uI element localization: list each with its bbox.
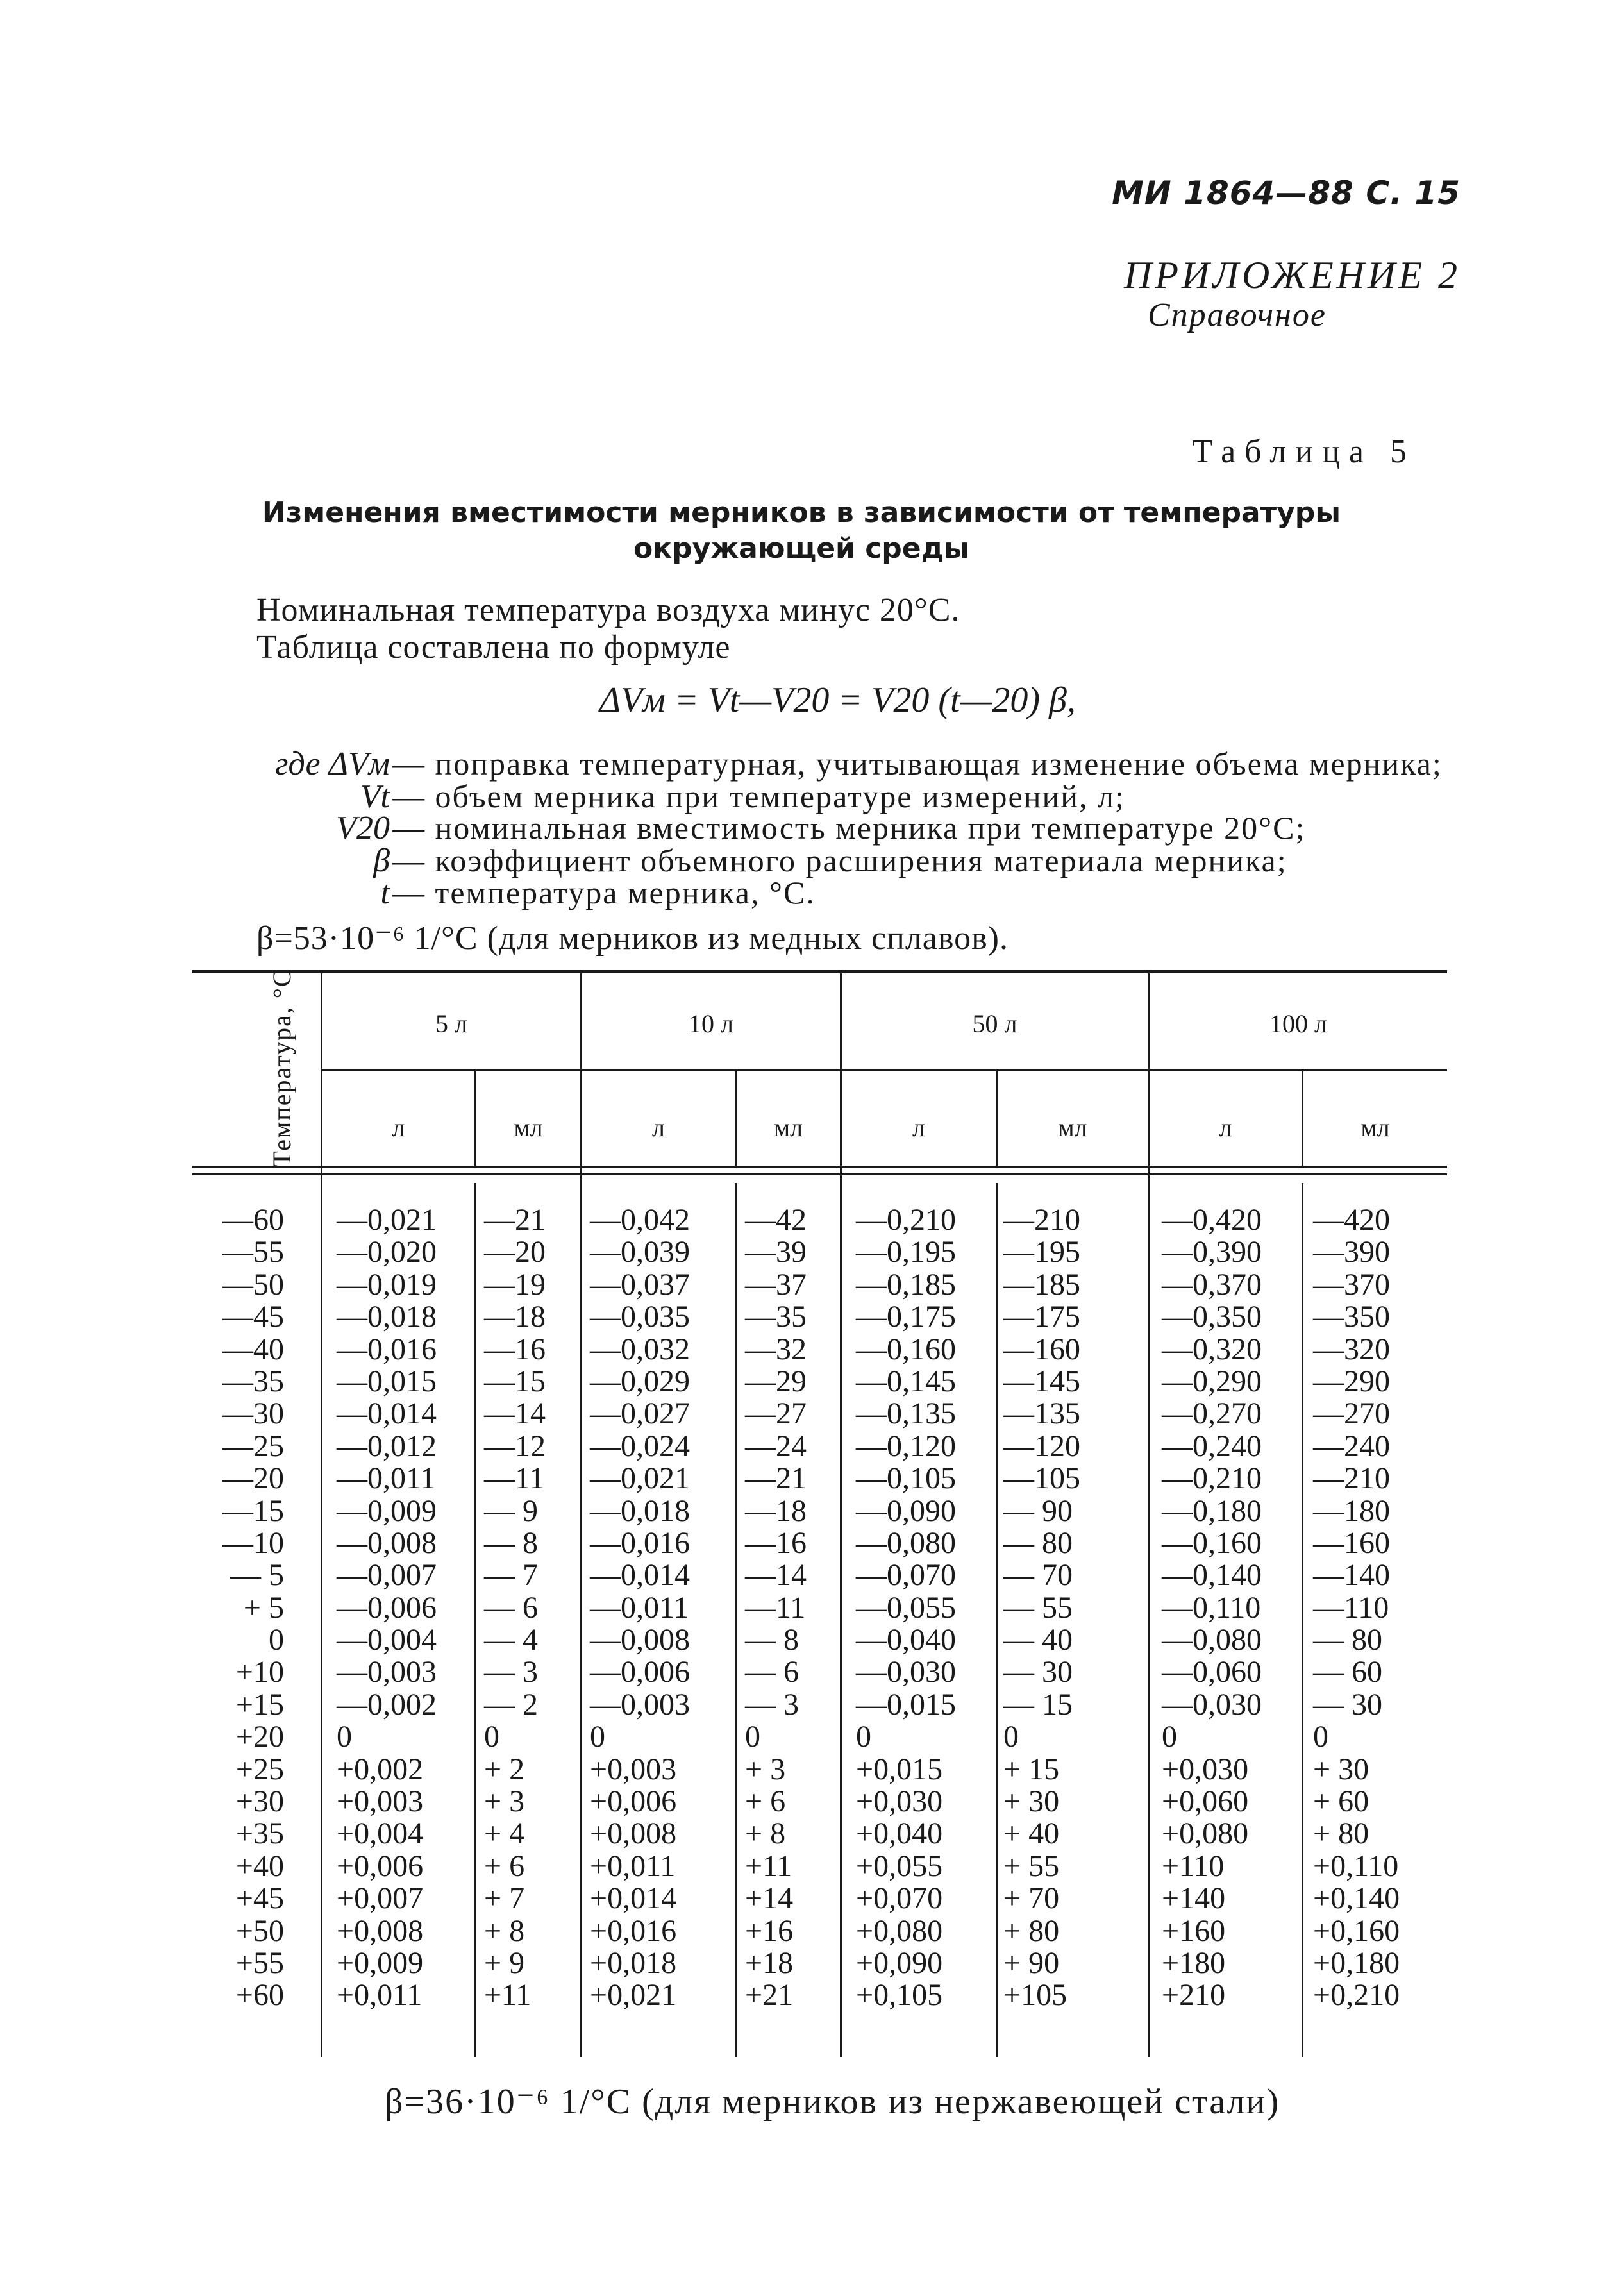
value-cell: — 60 xyxy=(1313,1655,1382,1690)
value-cell: 0 xyxy=(1313,1720,1328,1754)
table-top-rule xyxy=(192,970,1447,973)
value-cell: — 80 xyxy=(1003,1525,1073,1560)
value-cell: —0,270 xyxy=(1162,1397,1262,1431)
temperature-cell: —35 xyxy=(222,1364,284,1398)
value-cell: — 70 xyxy=(1003,1558,1073,1593)
value-cell: — 4 xyxy=(484,1623,538,1657)
value-cell: —0,240 xyxy=(1162,1429,1262,1463)
value-cell: +21 xyxy=(745,1978,794,2013)
value-cell: +0,011 xyxy=(337,1978,423,2013)
value-cell: —0,008 xyxy=(337,1525,437,1560)
value-cell: —15 xyxy=(484,1364,546,1398)
value-cell: —390 xyxy=(1313,1235,1390,1270)
value-cell: + 30 xyxy=(1003,1784,1060,1819)
value-cell: —0,370 xyxy=(1162,1267,1262,1302)
value-cell: —0,070 xyxy=(856,1558,956,1593)
value-cell: +0,003 xyxy=(337,1784,424,1819)
value-cell: + 9 xyxy=(484,1945,525,1980)
value-cell: —0,012 xyxy=(337,1429,437,1463)
value-cell: —0,060 xyxy=(1162,1655,1262,1690)
table-row xyxy=(0,1592,1624,1624)
value-cell: —110 xyxy=(1313,1590,1389,1625)
value-cell: +110 xyxy=(1162,1849,1225,1883)
table-number: Таблица 5 xyxy=(1192,433,1416,470)
appendix-type: Справочное xyxy=(1148,297,1327,333)
value-cell: —290 xyxy=(1313,1364,1390,1398)
value-cell: —0,016 xyxy=(337,1332,437,1366)
value-cell: +0,110 xyxy=(1313,1849,1399,1883)
value-cell: —0,160 xyxy=(1162,1525,1262,1560)
unit-header: л xyxy=(1219,1113,1232,1142)
value-cell: 0 xyxy=(1162,1720,1177,1754)
table-row xyxy=(0,1366,1624,1398)
where-symbol: где ΔVм xyxy=(275,746,390,782)
value-cell: —0,003 xyxy=(590,1687,690,1722)
value-cell: — 30 xyxy=(1313,1687,1382,1722)
value-cell: —0,006 xyxy=(337,1590,437,1625)
table-row xyxy=(0,1236,1624,1268)
value-cell: —0,011 xyxy=(337,1461,436,1496)
value-cell: —16 xyxy=(745,1525,807,1560)
where-definition: — объем мерника при температуре измерений, л; xyxy=(392,778,1125,814)
value-cell: +0,015 xyxy=(856,1752,943,1786)
value-cell: — 90 xyxy=(1003,1493,1073,1528)
value-cell: — 6 xyxy=(484,1590,538,1625)
value-cell: +0,009 xyxy=(337,1945,424,1980)
temperature-cell: +15 xyxy=(235,1687,284,1722)
value-cell: —29 xyxy=(745,1364,807,1398)
volume-header-100l: 100 л xyxy=(1269,1009,1327,1038)
beta-steel-note: β=36·10⁻⁶ 1/°С (для мерников из нержавеющей стали) xyxy=(385,2082,1280,2122)
table-row xyxy=(0,1495,1624,1527)
value-cell: —0,105 xyxy=(856,1461,956,1496)
value-cell: +0,040 xyxy=(856,1816,943,1851)
value-cell: —0,018 xyxy=(590,1493,690,1528)
value-cell: —32 xyxy=(745,1332,807,1366)
value-cell: —135 xyxy=(1003,1397,1080,1431)
value-cell: +0,180 xyxy=(1313,1945,1400,1980)
value-cell: —18 xyxy=(745,1493,807,1528)
value-cell: +0,030 xyxy=(856,1784,943,1819)
value-cell: —37 xyxy=(745,1267,807,1302)
value-cell: —20 xyxy=(484,1235,546,1270)
value-cell: —240 xyxy=(1313,1429,1390,1463)
value-cell: + 55 xyxy=(1003,1849,1060,1883)
value-cell: — 2 xyxy=(484,1687,538,1722)
value-cell: —0,032 xyxy=(590,1332,690,1366)
table-row xyxy=(0,1301,1624,1333)
value-cell: —105 xyxy=(1003,1461,1080,1496)
value-cell: —0,016 xyxy=(590,1525,690,1560)
where-symbol: V20 xyxy=(336,810,390,846)
value-cell: —0,002 xyxy=(337,1687,437,1722)
value-cell: + 6 xyxy=(484,1849,525,1883)
value-cell: +0,014 xyxy=(590,1881,677,1916)
page-header-code: МИ 1864—88 С. 15 xyxy=(1112,174,1461,212)
value-cell: —0,004 xyxy=(337,1623,437,1657)
value-cell: —0,350 xyxy=(1162,1300,1262,1334)
value-cell: + 4 xyxy=(484,1816,525,1851)
value-cell: —0,210 xyxy=(1162,1461,1262,1496)
value-cell: + 3 xyxy=(745,1752,786,1786)
value-cell: — 30 xyxy=(1003,1655,1073,1690)
value-cell: —0,090 xyxy=(856,1493,956,1528)
value-cell: —210 xyxy=(1313,1461,1390,1496)
unit-header: л xyxy=(392,1113,405,1142)
value-cell: +0,030 xyxy=(1162,1752,1249,1786)
value-cell: + 2 xyxy=(484,1752,525,1786)
value-cell: 0 xyxy=(745,1720,760,1754)
value-cell: + 70 xyxy=(1003,1881,1060,1916)
temperature-cell: + 5 xyxy=(243,1590,284,1625)
value-cell: —0,110 xyxy=(1162,1590,1261,1625)
volume-header-50l: 50 л xyxy=(972,1009,1017,1038)
table-row xyxy=(0,1947,1624,1979)
value-cell: +0,002 xyxy=(337,1752,424,1786)
value-cell: + 40 xyxy=(1003,1816,1060,1851)
value-cell: +11 xyxy=(484,1978,532,2013)
header-rule-double xyxy=(192,1173,1447,1175)
value-cell: —0,011 xyxy=(590,1590,689,1625)
table-row xyxy=(0,1818,1624,1850)
value-cell: —0,027 xyxy=(590,1397,690,1431)
value-cell: +0,080 xyxy=(856,1913,943,1948)
temperature-cell: —40 xyxy=(222,1332,284,1366)
temperature-cell: —60 xyxy=(222,1203,284,1237)
value-cell: +0,160 xyxy=(1313,1913,1400,1948)
value-cell: —0,290 xyxy=(1162,1364,1262,1398)
where-symbol: t xyxy=(380,875,390,911)
value-cell: —0,037 xyxy=(590,1267,690,1302)
value-cell: —270 xyxy=(1313,1397,1390,1431)
temperature-cell: +55 xyxy=(235,1945,284,1980)
temperature-cell: +50 xyxy=(235,1913,284,1948)
value-cell: —145 xyxy=(1003,1364,1080,1398)
temperature-cell: —15 xyxy=(222,1493,284,1528)
value-cell: —0,015 xyxy=(337,1364,437,1398)
table-row xyxy=(0,1398,1624,1430)
value-cell: —0,008 xyxy=(590,1623,690,1657)
value-cell: —0,015 xyxy=(856,1687,956,1722)
table-row xyxy=(0,1463,1624,1495)
value-cell: —420 xyxy=(1313,1203,1390,1237)
where-symbol: β xyxy=(373,843,390,879)
value-cell: +160 xyxy=(1162,1913,1226,1948)
value-cell: —0,040 xyxy=(856,1623,956,1657)
value-cell: —0,014 xyxy=(590,1558,690,1593)
value-cell: + 90 xyxy=(1003,1945,1060,1980)
value-cell: — 3 xyxy=(745,1687,799,1722)
value-cell: —27 xyxy=(745,1397,807,1431)
where-symbol: Vt xyxy=(360,778,390,815)
where-definition: — температура мерника, °С. xyxy=(392,875,816,910)
nominal-temperature-text: Номинальная температура воздуха минус 20°С. xyxy=(256,592,960,628)
value-cell: +0,021 xyxy=(590,1978,677,2013)
value-cell: — 8 xyxy=(484,1525,538,1560)
temperature-cell: —45 xyxy=(222,1300,284,1334)
value-cell: +0,090 xyxy=(856,1945,943,1980)
value-cell: —21 xyxy=(484,1203,546,1237)
value-cell: +210 xyxy=(1162,1978,1226,2013)
value-cell: +18 xyxy=(745,1945,794,1980)
value-cell: —24 xyxy=(745,1429,807,1463)
value-cell: +0,004 xyxy=(337,1816,424,1851)
value-cell: —0,420 xyxy=(1162,1203,1262,1237)
temperature-cell: —25 xyxy=(222,1429,284,1463)
value-cell: —0,180 xyxy=(1162,1493,1262,1528)
value-cell: —0,175 xyxy=(856,1300,956,1334)
value-cell: +0,055 xyxy=(856,1849,943,1883)
value-cell: —0,019 xyxy=(337,1267,437,1302)
value-cell: +16 xyxy=(745,1913,794,1948)
value-cell: —370 xyxy=(1313,1267,1390,1302)
temperature-cell: —20 xyxy=(222,1461,284,1496)
value-cell: —320 xyxy=(1313,1332,1390,1366)
value-cell: +0,060 xyxy=(1162,1784,1249,1819)
value-cell: +11 xyxy=(745,1849,792,1883)
value-cell: +0,210 xyxy=(1313,1978,1400,2013)
value-cell: —180 xyxy=(1313,1493,1390,1528)
value-cell: —0,080 xyxy=(856,1525,956,1560)
value-cell: —0,030 xyxy=(1162,1687,1262,1722)
value-cell: —0,007 xyxy=(337,1558,437,1593)
table-row xyxy=(0,1269,1624,1301)
temperature-cell: —10 xyxy=(222,1525,284,1560)
beta-copper-note: β=53·10⁻⁶ 1/°С (для мерников из медных сплавов). xyxy=(256,920,1009,957)
value-cell: —175 xyxy=(1003,1300,1080,1334)
value-cell: —0,029 xyxy=(590,1364,690,1398)
value-cell: +0,105 xyxy=(856,1978,943,2013)
value-cell: — 3 xyxy=(484,1655,538,1690)
value-cell: —350 xyxy=(1313,1300,1390,1334)
temperature-cell: —50 xyxy=(222,1267,284,1302)
value-cell: + 7 xyxy=(484,1881,525,1916)
temperature-header-text: Температура, °С xyxy=(267,968,296,1167)
value-cell: 0 xyxy=(590,1720,605,1754)
table-row xyxy=(0,1559,1624,1591)
appendix-title: ПРИЛОЖЕНИЕ 2 xyxy=(1124,254,1461,296)
unit-header: л xyxy=(652,1113,665,1142)
volume-header-rule xyxy=(322,1069,1447,1071)
value-cell: —16 xyxy=(484,1332,546,1366)
value-cell: —39 xyxy=(745,1235,807,1270)
value-cell: — 6 xyxy=(745,1655,799,1690)
value-cell: —0,021 xyxy=(337,1203,437,1237)
temperature-cell: —30 xyxy=(222,1397,284,1431)
value-cell: —0,042 xyxy=(590,1203,690,1237)
value-cell: — 8 xyxy=(745,1623,799,1657)
unit-header: мл xyxy=(1360,1113,1390,1142)
value-cell: — 7 xyxy=(484,1558,538,1593)
table-row xyxy=(0,1915,1624,1947)
table-row xyxy=(0,1527,1624,1559)
value-cell: + 80 xyxy=(1003,1913,1060,1948)
value-cell: + 15 xyxy=(1003,1752,1060,1786)
value-cell: —0,018 xyxy=(337,1300,437,1334)
value-cell: —0,145 xyxy=(856,1364,956,1398)
value-cell: —210 xyxy=(1003,1203,1080,1237)
value-cell: —160 xyxy=(1003,1332,1080,1366)
formula: ΔVм = Vt—V20 = V20 (t—20) β, xyxy=(599,680,1076,720)
value-cell: —35 xyxy=(745,1300,807,1334)
header-rule xyxy=(192,1166,1447,1168)
value-cell: — 55 xyxy=(1003,1590,1073,1625)
value-cell: +105 xyxy=(1003,1978,1067,2013)
value-cell: — 80 xyxy=(1313,1623,1382,1657)
where-definition: — номинальная вместимость мерника при температуре 20°С; xyxy=(392,810,1306,846)
value-cell: 0 xyxy=(337,1720,352,1754)
unit-header: мл xyxy=(773,1113,803,1142)
value-cell: —18 xyxy=(484,1300,546,1334)
temperature-cell: +40 xyxy=(235,1849,284,1883)
value-cell: —0,390 xyxy=(1162,1235,1262,1270)
value-cell: —195 xyxy=(1003,1235,1080,1270)
value-cell: +14 xyxy=(745,1881,794,1916)
table-row xyxy=(0,1204,1624,1236)
value-cell: —185 xyxy=(1003,1267,1080,1302)
where-definition: — поправка температурная, учитывающая изменение объема мерника; xyxy=(392,746,1443,782)
value-cell: 0 xyxy=(484,1720,499,1754)
value-cell: —0,185 xyxy=(856,1267,956,1302)
table-row xyxy=(0,1786,1624,1818)
table-row xyxy=(0,1883,1624,1915)
value-cell: +0,070 xyxy=(856,1881,943,1916)
value-cell: —0,210 xyxy=(856,1203,956,1237)
value-cell: +0,003 xyxy=(590,1752,677,1786)
table-row xyxy=(0,1850,1624,1883)
value-cell: —0,020 xyxy=(337,1235,437,1270)
value-cell: +0,011 xyxy=(590,1849,676,1883)
value-cell: — 9 xyxy=(484,1493,538,1528)
table-row xyxy=(0,1721,1624,1753)
value-cell: —0,030 xyxy=(856,1655,956,1690)
temperature-cell: —55 xyxy=(222,1235,284,1270)
value-cell: —0,003 xyxy=(337,1655,437,1690)
value-cell: +140 xyxy=(1162,1881,1226,1916)
temperature-cell: +45 xyxy=(235,1881,284,1916)
formula-intro-text: Таблица составлена по формуле xyxy=(256,629,731,666)
value-cell: —0,195 xyxy=(856,1235,956,1270)
value-cell: —42 xyxy=(745,1203,807,1237)
unit-header: мл xyxy=(1058,1113,1087,1142)
value-cell: —14 xyxy=(484,1397,546,1431)
table-row xyxy=(0,1754,1624,1786)
value-cell: +0,008 xyxy=(337,1913,424,1948)
value-cell: —0,055 xyxy=(856,1590,956,1625)
value-cell: —0,120 xyxy=(856,1429,956,1463)
value-cell: —0,009 xyxy=(337,1493,437,1528)
value-cell: —0,320 xyxy=(1162,1332,1262,1366)
temperature-cell: +20 xyxy=(235,1720,284,1754)
volume-header-10l: 10 л xyxy=(689,1009,733,1038)
value-cell: —0,024 xyxy=(590,1429,690,1463)
table-row xyxy=(0,1689,1624,1721)
value-cell: —11 xyxy=(484,1461,545,1496)
temperature-cell: +10 xyxy=(235,1655,284,1690)
value-cell: —0,140 xyxy=(1162,1558,1262,1593)
value-cell: —0,080 xyxy=(1162,1623,1262,1657)
table-title: Изменения вместимости мерников в зависимости от температуры окружающей среды xyxy=(262,496,1341,565)
temperature-cell: +25 xyxy=(235,1752,284,1786)
value-cell: —0,014 xyxy=(337,1397,437,1431)
value-cell: —19 xyxy=(484,1267,546,1302)
table-row xyxy=(0,1656,1624,1688)
volume-header-5l: 5 л xyxy=(435,1009,467,1038)
value-cell: —0,160 xyxy=(856,1332,956,1366)
value-cell: —11 xyxy=(745,1590,806,1625)
temperature-cell: +30 xyxy=(235,1784,284,1819)
temperature-cell: +35 xyxy=(235,1816,284,1851)
value-cell: +180 xyxy=(1162,1945,1226,1980)
value-cell: +0,080 xyxy=(1162,1816,1249,1851)
table-row xyxy=(0,1430,1624,1463)
value-cell: +0,018 xyxy=(590,1945,677,1980)
table-row xyxy=(0,1334,1624,1366)
value-cell: —14 xyxy=(745,1558,807,1593)
unit-header: мл xyxy=(514,1113,543,1142)
value-cell: —0,135 xyxy=(856,1397,956,1431)
value-cell: —0,021 xyxy=(590,1461,690,1496)
value-cell: —0,006 xyxy=(590,1655,690,1690)
value-cell: +0,140 xyxy=(1313,1881,1400,1916)
value-cell: + 8 xyxy=(745,1816,786,1851)
where-definition: — коэффициент объемного расширения материала мерника; xyxy=(392,843,1287,878)
value-cell: —120 xyxy=(1003,1429,1080,1463)
value-cell: +0,016 xyxy=(590,1913,677,1948)
value-cell: +0,006 xyxy=(337,1849,424,1883)
temperature-cell: 0 xyxy=(269,1623,284,1657)
value-cell: —12 xyxy=(484,1429,546,1463)
value-cell: — 15 xyxy=(1003,1687,1073,1722)
value-cell: — 40 xyxy=(1003,1623,1073,1657)
table-row xyxy=(0,1979,1624,2011)
value-cell: +0,007 xyxy=(337,1881,424,1916)
value-cell: —21 xyxy=(745,1461,807,1496)
value-cell: 0 xyxy=(856,1720,871,1754)
value-cell: —160 xyxy=(1313,1525,1390,1560)
unit-header: л xyxy=(912,1113,925,1142)
table-body xyxy=(0,1204,1624,2012)
value-cell: + 80 xyxy=(1313,1816,1369,1851)
value-cell: + 30 xyxy=(1313,1752,1369,1786)
value-cell: 0 xyxy=(1003,1720,1019,1754)
value-cell: + 60 xyxy=(1313,1784,1369,1819)
value-cell: +0,008 xyxy=(590,1816,677,1851)
temperature-cell: +60 xyxy=(235,1978,284,2013)
value-cell: + 8 xyxy=(484,1913,525,1948)
value-cell: + 6 xyxy=(745,1784,786,1819)
value-cell: —140 xyxy=(1313,1558,1390,1593)
value-cell: —0,035 xyxy=(590,1300,690,1334)
table-row xyxy=(0,1624,1624,1656)
temperature-cell: — 5 xyxy=(230,1558,284,1593)
value-cell: +0,006 xyxy=(590,1784,677,1819)
value-cell: + 3 xyxy=(484,1784,525,1819)
value-cell: —0,039 xyxy=(590,1235,690,1270)
